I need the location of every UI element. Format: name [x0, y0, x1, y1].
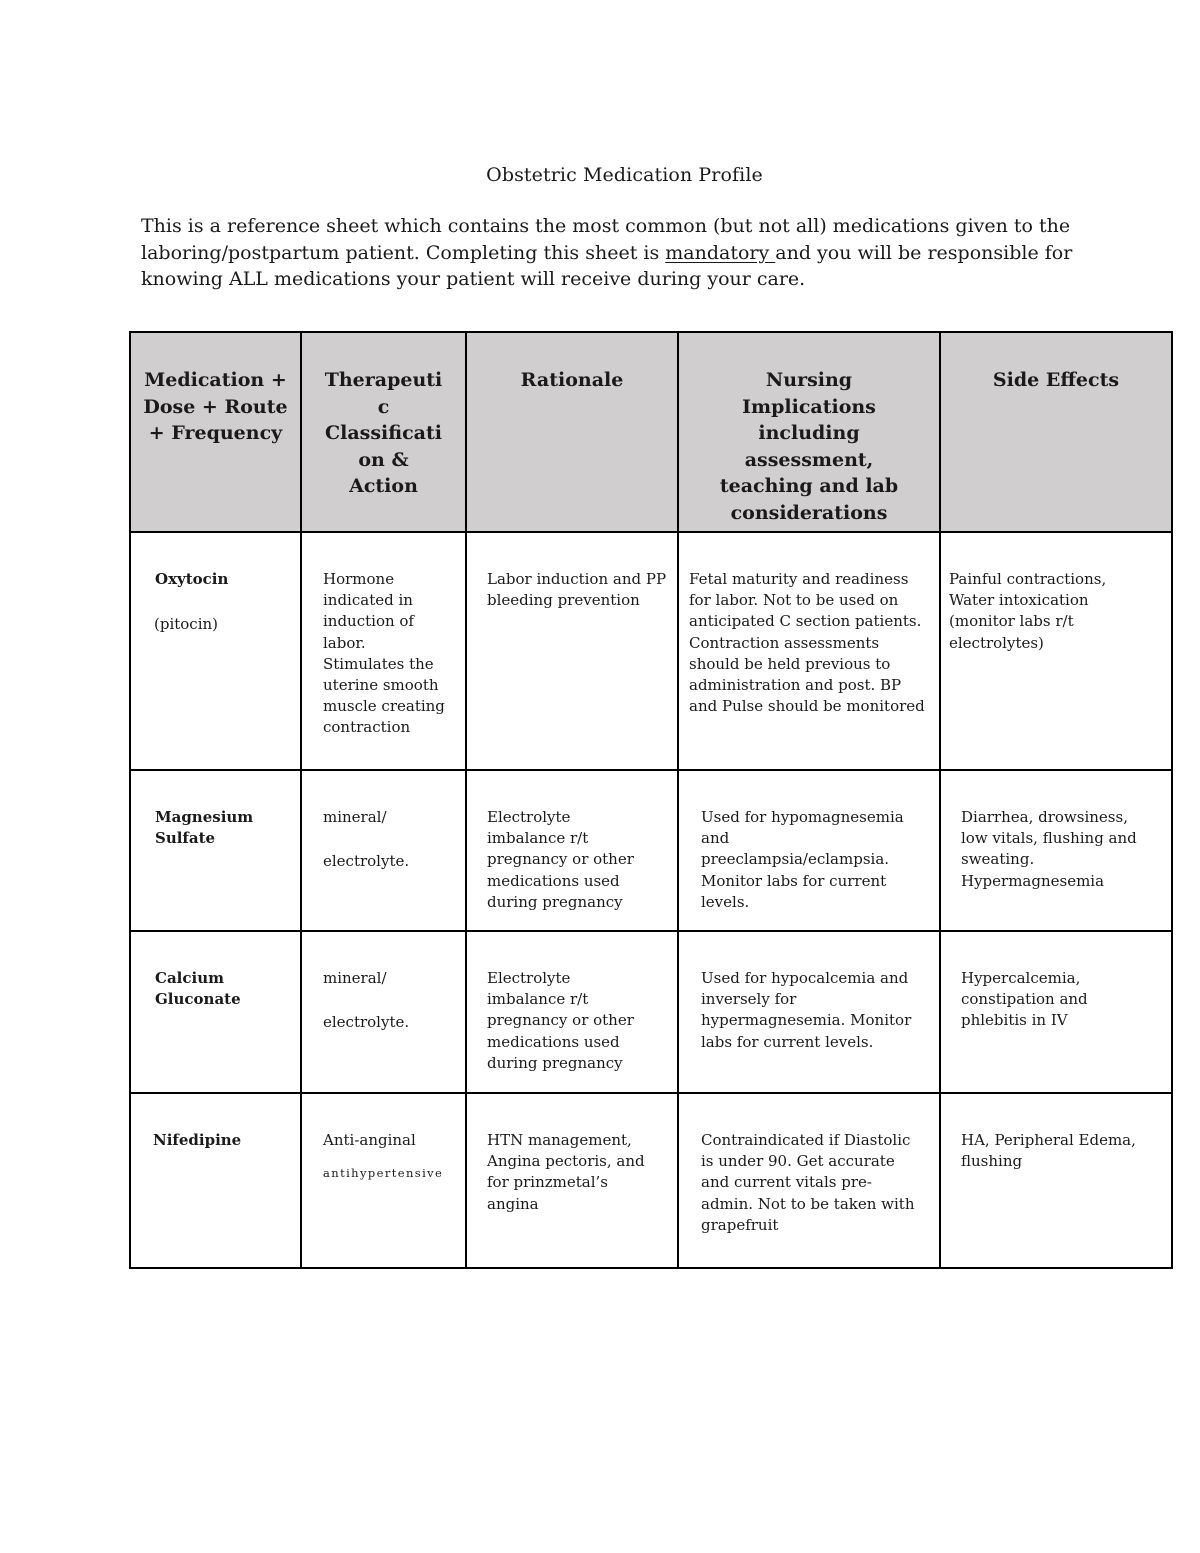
page-title: Obstetric Medication Profile — [486, 164, 763, 186]
side-effects-cell — [940, 770, 1172, 931]
nursing-text: Used for hypomagnesemia and preeclampsia/eclampsia. Monitor labs for current levels. — [701, 808, 904, 911]
nursing-cell — [678, 770, 940, 931]
header-medication: Medication + Dose + Route + Frequency — [130, 332, 301, 532]
medication-name: Calcium Gluconate — [155, 969, 241, 1009]
classification-cell — [301, 931, 466, 1093]
header-nursing-implications: Nursing Implications including assessment, teaching and lab considerations — [678, 332, 940, 532]
side-effects-cell — [940, 532, 1172, 770]
table-header-row — [130, 332, 1172, 532]
classification-text-2: electrolyte. — [323, 852, 410, 871]
intro-text-end: and you will be responsible for knowing ALL medications your patient will receive during your care. — [141, 241, 1073, 290]
nursing-cell — [678, 931, 940, 1093]
classification-cell — [301, 1093, 466, 1268]
side-effects-text: Hypercalcemia, constipation and phlebitis in IV — [961, 969, 1088, 1030]
side-effects-cell — [940, 1093, 1172, 1268]
rationale-text: HTN management, Angina pectoris, and for prinzmetal’s angina — [487, 1131, 645, 1213]
medication-cell — [130, 770, 301, 931]
side-effects-cell — [940, 931, 1172, 1093]
rationale-cell — [466, 532, 678, 770]
header-side-effects: Side Effects — [940, 332, 1172, 532]
table-row — [130, 532, 1172, 770]
nursing-text: Fetal maturity and readiness for labor. Not to be used on anticipated C section patients. Contraction assessments should be held previous to administration and post. BP and Pulse should be monitored — [689, 570, 925, 716]
classification-text: mineral/ — [323, 969, 387, 987]
medication-table — [129, 331, 1173, 1269]
classification-cell — [301, 532, 466, 770]
side-effects-text: Painful contractions, Water intoxication (monitor labs r/t electrolytes) — [949, 570, 1107, 652]
side-effects-text: HA, Peripheral Edema, flushing — [961, 1131, 1136, 1171]
medication-name: Magnesium Sulfate — [155, 808, 254, 848]
classification-cell — [301, 770, 466, 931]
classification-text: mineral/ — [323, 808, 387, 826]
nursing-cell — [678, 532, 940, 770]
classification-text-2: electrolyte. — [323, 1013, 410, 1032]
table-row — [130, 1093, 1172, 1268]
rationale-text: Labor induction and PP bleeding prevention — [487, 570, 667, 610]
rationale-cell — [466, 770, 678, 931]
header-classification: Therapeuti c Classificati on & Action — [301, 332, 466, 532]
side-effects-text: Diarrhea, drowsiness, low vitals, flushing and sweating. Hypermagnesemia — [961, 808, 1137, 890]
medication-cell — [130, 532, 301, 770]
header-rationale: Rationale — [466, 332, 678, 532]
medication-name: Oxytocin — [155, 570, 229, 588]
table-row — [130, 770, 1172, 931]
intro-text-start: This is a reference sheet which contains the most common (but not all) medications given to the laboring/postpartum patient. Completing this sheet is — [141, 215, 1071, 264]
medication-cell — [130, 931, 301, 1093]
rationale-cell — [466, 931, 678, 1093]
medication-subname: (pitocin) — [154, 615, 219, 634]
table-row — [130, 931, 1172, 1093]
medication-name: Nifedipine — [153, 1131, 242, 1149]
intro-underlined-word: mandatory — [665, 241, 776, 264]
classification-text-2: antihypertensive — [323, 1166, 444, 1181]
nursing-text: Contraindicated if Diastolic is under 90. Get accurate and current vitals pre-admin. Not to be taken with grapefruit — [701, 1131, 915, 1234]
rationale-cell — [466, 1093, 678, 1268]
rationale-text: Electrolyte imbalance r/t pregnancy or other medications used during pregnancy — [487, 808, 634, 911]
nursing-text: Used for hypocalcemia and inversely for hypermagnesemia. Monitor labs for current levels. — [701, 969, 912, 1051]
classification-text: Anti-anginal — [323, 1131, 416, 1149]
medication-cell — [130, 1093, 301, 1268]
intro-paragraph — [141, 213, 1141, 293]
rationale-text: Electrolyte imbalance r/t pregnancy or other medications used during pregnancy — [487, 969, 634, 1072]
classification-text: Hormone indicated in induction of labor. Stimulates the uterine smooth muscle creating contraction — [323, 570, 445, 737]
nursing-cell — [678, 1093, 940, 1268]
